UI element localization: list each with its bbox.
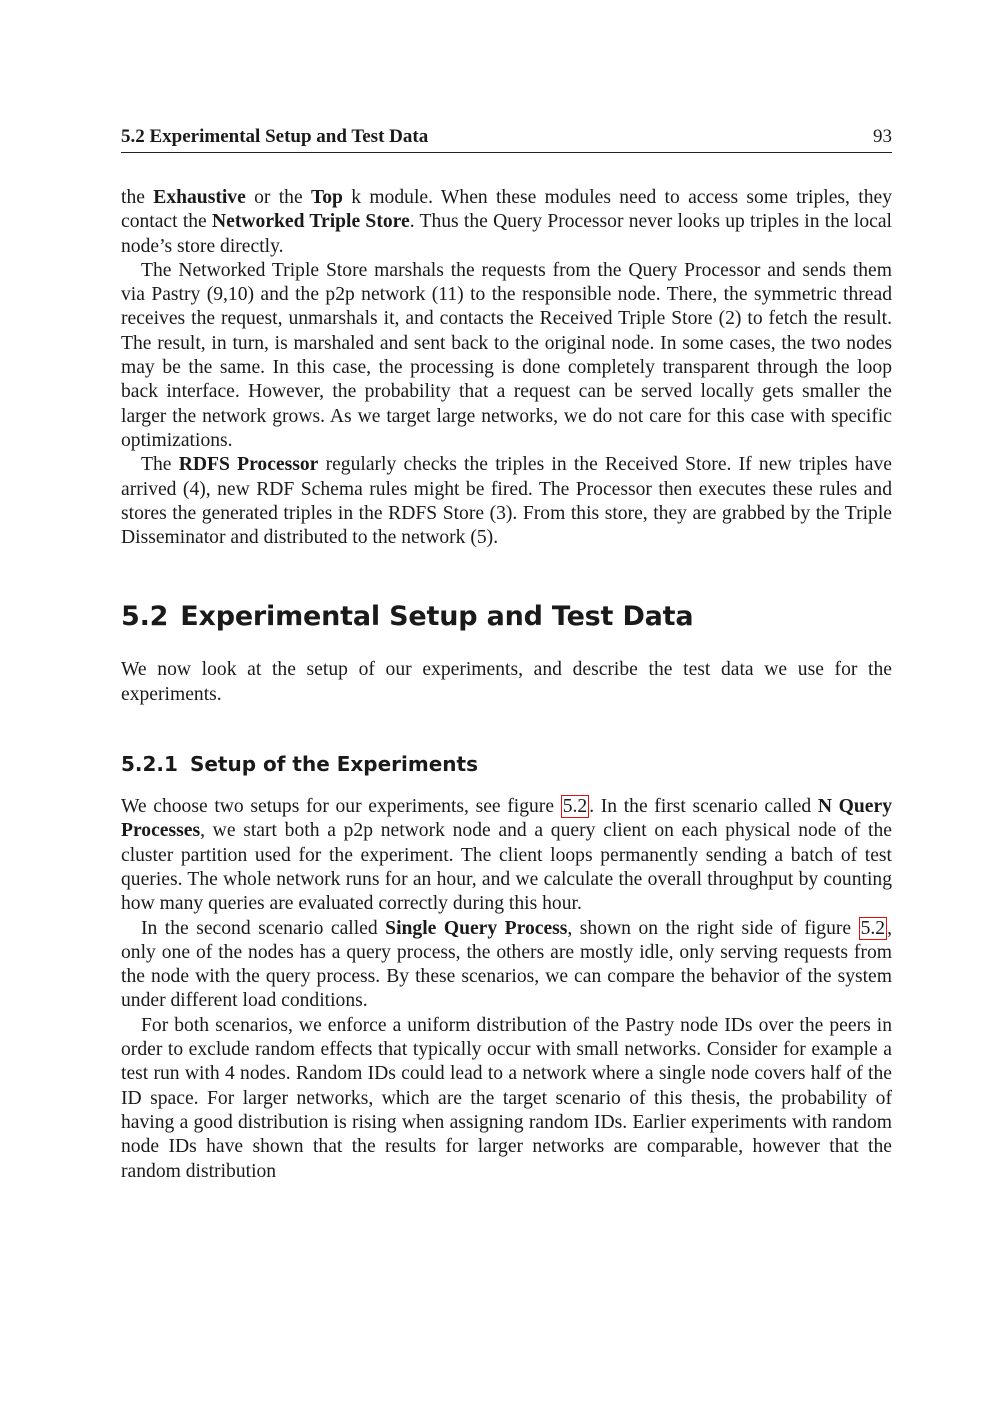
section-title: Experimental Setup and Test Data	[180, 601, 694, 633]
term-networked-triple-store: Networked Triple Store	[212, 211, 410, 233]
running-title: 5.2 Experimental Setup and Test Data	[121, 126, 429, 147]
subsection-title: Setup of the Experiments	[189, 752, 478, 777]
term-n-query-processes: N Query Processes	[121, 796, 892, 842]
page-header	[121, 124, 892, 153]
paragraph-single-query-process: In the second scenario called Single Query Process, shown on the right side of figure 5.2 , only one of the nodes has a query process, the others are mostly idle, only serving requests from the node with the query process. By these scenarios, we can compare the behavior of the system under different load conditions.	[121, 917, 892, 1012]
paragraph-rdfs-processor: The RDFS Processor regularly checks the triples in the Received Store. If new triples have arrived (4), new RDF Schema rules might be fired. The Processor then executes these rules and stores the generated triples in the RDFS Store (3). From this store, they are grabbed by the Triple Disseminator and distributed to the network (5).	[121, 454, 892, 549]
paragraph-n-query-processes: We choose two setups for our experiments, see figure 5.2 . In the first scenario called N Query Processes, we start both a p2p network node and a query client on each physical node of the cluster partition used for the experiment. The client loops permanently sending a batch of test queries. The whole network runs for an hour, and we calculate the overall throughput by counting how many queries are evaluated correctly during this hour.	[121, 796, 892, 915]
page-body	[121, 186, 892, 1184]
term-single-query-process: Single Query Process	[385, 917, 568, 939]
figure-ref-link[interactable]: 5.2	[562, 796, 588, 818]
section-heading	[121, 600, 892, 634]
paragraph-networked-triple-store: The Networked Triple Store marshals the requests from the Query Processor and sends them via Pastry (9,10) and the p2p network (11) to the responsible node. There, the symmetric thread receives the request, unmarshals it, and contacts the Received Triple Store (2) to fetch the result. The result, in turn, is marshaled and sent back to the original node. In some cases, the two nodes may be the same. In this case, the processing is done completely transparent through the loop back interface. However, the probability that a request can be served locally gets smaller the larger the network grows. As we target large networks, we do not care for this case with specific optimizations.	[121, 259, 892, 451]
term-exhaustive: Exhaustive	[153, 187, 246, 208]
section-number: 5.2	[121, 601, 169, 633]
subsection-heading	[121, 751, 892, 777]
page-number: 93	[873, 126, 892, 147]
subsection-number: 5.2.1	[121, 752, 178, 777]
section-intro-paragraph: We now look at the setup of our experiments, and describe the test data we use for the experiments.	[121, 659, 892, 705]
paragraph-uniform-distribution: For both scenarios, we enforce a uniform distribution of the Pastry node IDs over the peers in order to exclude random effects that typically occur with small networks. Consider for example a test run with 4 nodes. Random IDs could lead to a network where a single node covers half of the ID space. For larger networks, which are the target scenario of this thesis, the probability of having a good distribution is rising when assigning random IDs. Earlier experiments with random node IDs have shown that the results for larger networks are comparable, however that the random distribution	[121, 1014, 892, 1182]
figure-ref-link[interactable]: 5.2	[860, 917, 886, 939]
term-rdfs-processor: RDFS Processor	[178, 454, 319, 476]
paragraph-exhaustive-topk: the Exhaustive or the Top k module. When these modules need to access some triples, they contact the Networked Triple Store. Thus the Query Processor never looks up triples in the local node’s store directly.	[121, 187, 893, 257]
term-top: Top	[310, 187, 343, 208]
